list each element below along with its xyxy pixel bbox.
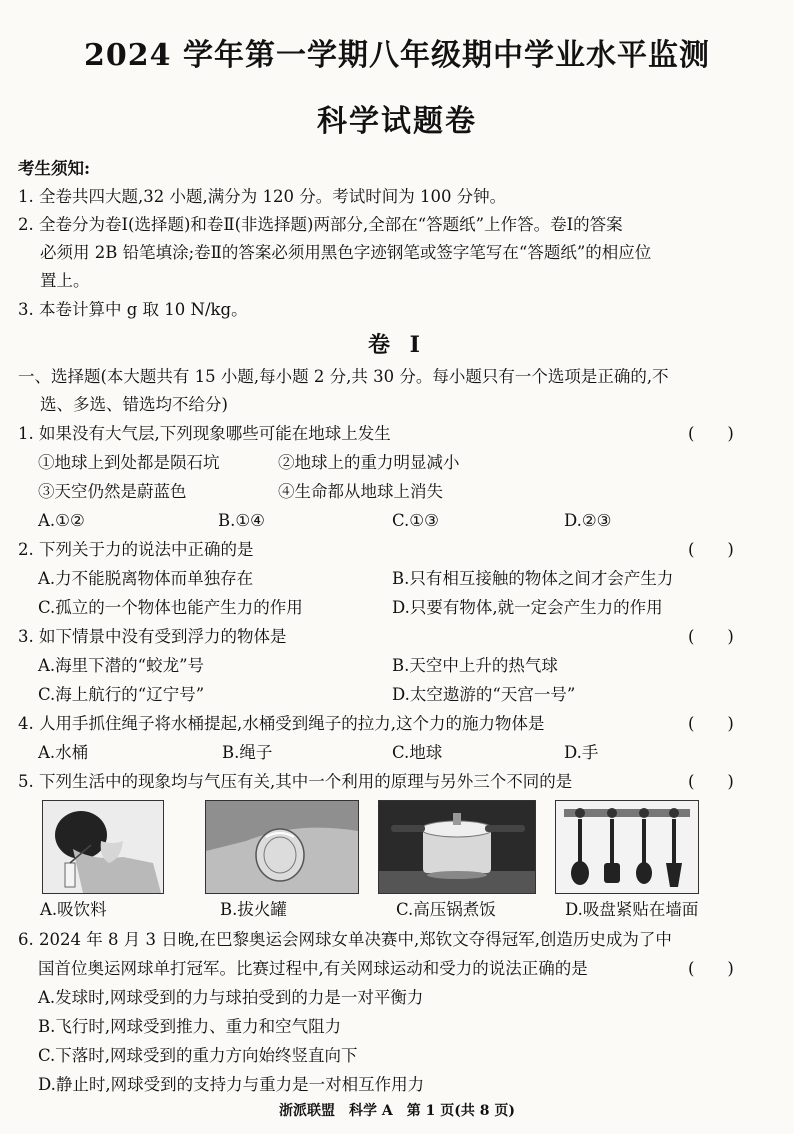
photo-drinking-straw [42,800,164,894]
photo-suction-cup-hooks [555,800,699,894]
answer-paren: ( ) [688,959,734,978]
section-label: 卷 Ⅰ [368,332,426,358]
question-4-option-a: A.水桶 [38,743,89,762]
question-1-item: ①地球上到处都是陨石坑 [38,453,220,472]
question-1-item: ④生命都从地球上消失 [278,482,443,501]
question-1-option-c: C.①③ [392,511,439,530]
answer-paren: ( ) [688,714,734,733]
notice-line: 1. 全卷共四大题,32 小题,满分为 120 分。考试时间为 100 分钟。 [18,187,507,206]
question-6-option-d: D.静止时,网球受到的支持力与重力是一对相互作用力 [38,1075,425,1094]
question-1-item: ②地球上的重力明显减小 [278,453,460,472]
question-3-option-b: B.天空中上升的热气球 [392,656,558,675]
question-2-option-a: A.力不能脱离物体而单独存在 [38,569,254,588]
notice-heading: 考生须知: [18,159,91,178]
section-intro: 选、多选、错选均不给分) [40,395,228,414]
question-3-stem: 3. 如下情景中没有受到浮力的物体是 [18,627,287,646]
question-1-option-b: B.①④ [218,511,265,530]
question-2-option-c: C.孤立的一个物体也能产生力的作用 [38,598,303,617]
answer-paren: ( ) [688,772,734,791]
notice-line: 置上。 [40,271,90,290]
question-2-option-b: B.只有相互接触的物体之间才会产生力 [392,569,674,588]
question-5-option-c: C.高压锅煮饭 [396,900,496,919]
question-6-stem: 国首位奥运网球单打冠军。比赛过程中,有关网球运动和受力的说法正确的是 [38,959,588,978]
answer-paren: ( ) [688,627,734,646]
question-4-option-b: B.绳子 [222,743,273,762]
question-6-stem: 6. 2024 年 8 月 3 日晚,在巴黎奥运会网球女单决赛中,郑钦文夺得冠军,创造历史成为了中 [18,930,672,949]
question-5-option-a: A.吸饮料 [40,900,107,919]
photo-cupping-jar [205,800,359,894]
question-6-option-b: B.飞行时,网球受到推力、重力和空气阻力 [38,1017,342,1036]
exam-subtitle: 科学试题卷 [317,104,477,139]
question-4-stem: 4. 人用手抓住绳子将水桶提起,水桶受到绳子的拉力,这个力的施力物体是 [18,714,545,733]
question-5-option-b: B.拔火罐 [220,900,287,919]
exam-title: 2024 学年第一学期八年级期中学业水平监测 [84,38,710,73]
question-6-option-a: A.发球时,网球受到的力与球拍受到的力是一对平衡力 [38,988,424,1007]
notice-line: 3. 本卷计算中 g 取 10 N/kg。 [18,300,248,319]
question-3-option-d: D.太空遨游的“天宫一号” [392,685,576,704]
question-2-stem: 2. 下列关于力的说法中正确的是 [18,540,254,559]
question-1-option-a: A.①② [38,511,85,530]
question-4-option-c: C.地球 [392,743,443,762]
question-1-stem: 1. 如果没有大气层,下列现象哪些可能在地球上发生 [18,424,391,443]
question-1-option-d: D.②③ [564,511,612,530]
question-5-option-d: D.吸盘紧贴在墙面 [565,900,699,919]
question-6-option-c: C.下落时,网球受到的重力方向始终竖直向下 [38,1046,358,1065]
photo-pressure-cooker [378,800,536,894]
question-5-stem: 5. 下列生活中的现象均与气压有关,其中一个利用的原理与另外三个不同的是 [18,772,573,791]
answer-paren: ( ) [688,424,734,443]
question-1-item: ③天空仍然是蔚蓝色 [38,482,187,501]
question-3-option-a: A.海里下潜的“蛟龙”号 [38,656,205,675]
question-4-option-d: D.手 [564,743,599,762]
page-footer: 浙派联盟 科学 A 第 1 页(共 8 页) [279,1103,515,1119]
section-intro: 一、选择题(本大题共有 15 小题,每小题 2 分,共 30 分。每小题只有一个选项是正确的,不 [18,367,669,386]
notice-line: 必须用 2B 铅笔填涂;卷Ⅱ的答案必须用黑色字迹钢笔或签字笔写在“答题纸”的相应位 [40,243,652,262]
question-2-option-d: D.只要有物体,就一定会产生力的作用 [392,598,663,617]
answer-paren: ( ) [688,540,734,559]
question-3-option-c: C.海上航行的“辽宁号” [38,685,205,704]
notice-line: 2. 全卷分为卷Ⅰ(选择题)和卷Ⅱ(非选择题)两部分,全部在“答题纸”上作答。卷Ⅰ的答案 [18,215,623,234]
